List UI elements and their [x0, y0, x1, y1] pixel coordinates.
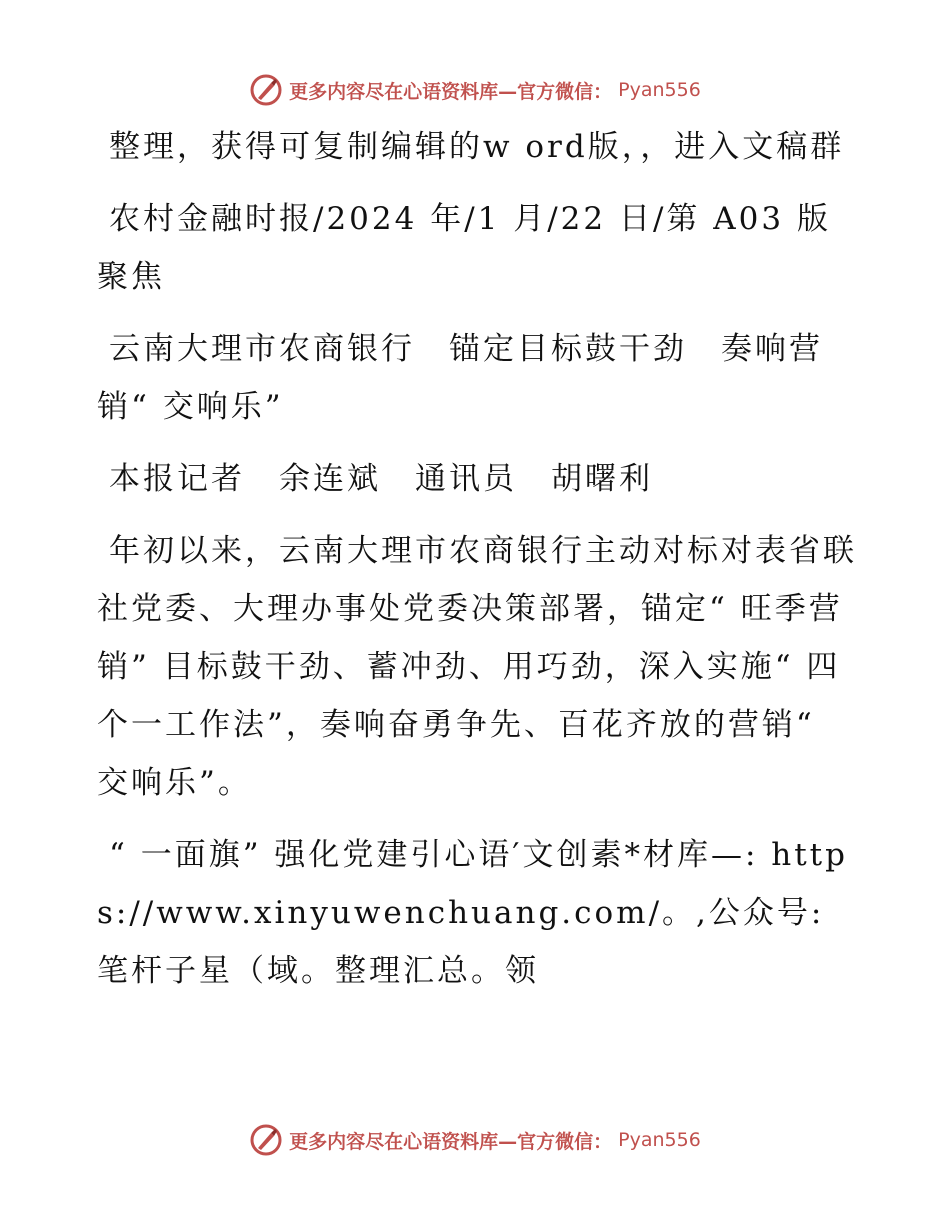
quill-pen-seal-icon — [249, 73, 283, 107]
article-lead-paragraph: 年初以来，云南大理市农商银行主动对标对表省联社党委、大理办事处党委决策部署，锚定“ 旺季营销” 目标鼓干劲、蓄冲劲、用巧劲，深入实施“ 四个一工作法”，奏响奋勇争先、百花齐放的营销“ 交响乐”。 — [97, 533, 857, 801]
header-watermark — [0, 70, 950, 110]
quill-pen-seal-icon — [249, 1123, 283, 1157]
paragraph-source-line: 农村金融时报/2024 年/1 月/22 日/第 A03 版聚焦 — [97, 201, 831, 295]
paragraph-intro-note: 整理，获得可复制编辑的w ord版，，进入文稿群 — [109, 129, 845, 165]
article-byline: 本报记者 余连斌 通讯员 胡曙利 — [109, 461, 653, 497]
document-body — [97, 118, 857, 1014]
watermark-text: 更多内容尽在心语资料库—官方微信： — [289, 80, 613, 103]
watermark-text: 更多内容尽在心语资料库—官方微信： — [289, 1130, 613, 1153]
watermark-contact: Pyan556 — [618, 1129, 701, 1151]
footer-watermark — [0, 1120, 950, 1160]
watermark-contact: Pyan556 — [618, 79, 701, 101]
article-section-paragraph: “ 一面旗” 强化党建引心语′文创素*材库—: https://www.xinyuwenchuang.com/。,公众号: 笔杆子星（域。整理汇总。领 — [97, 837, 848, 989]
article-headline: 云南大理市农商银行 锚定目标鼓干劲 奏响营销“ 交响乐” — [97, 331, 823, 425]
